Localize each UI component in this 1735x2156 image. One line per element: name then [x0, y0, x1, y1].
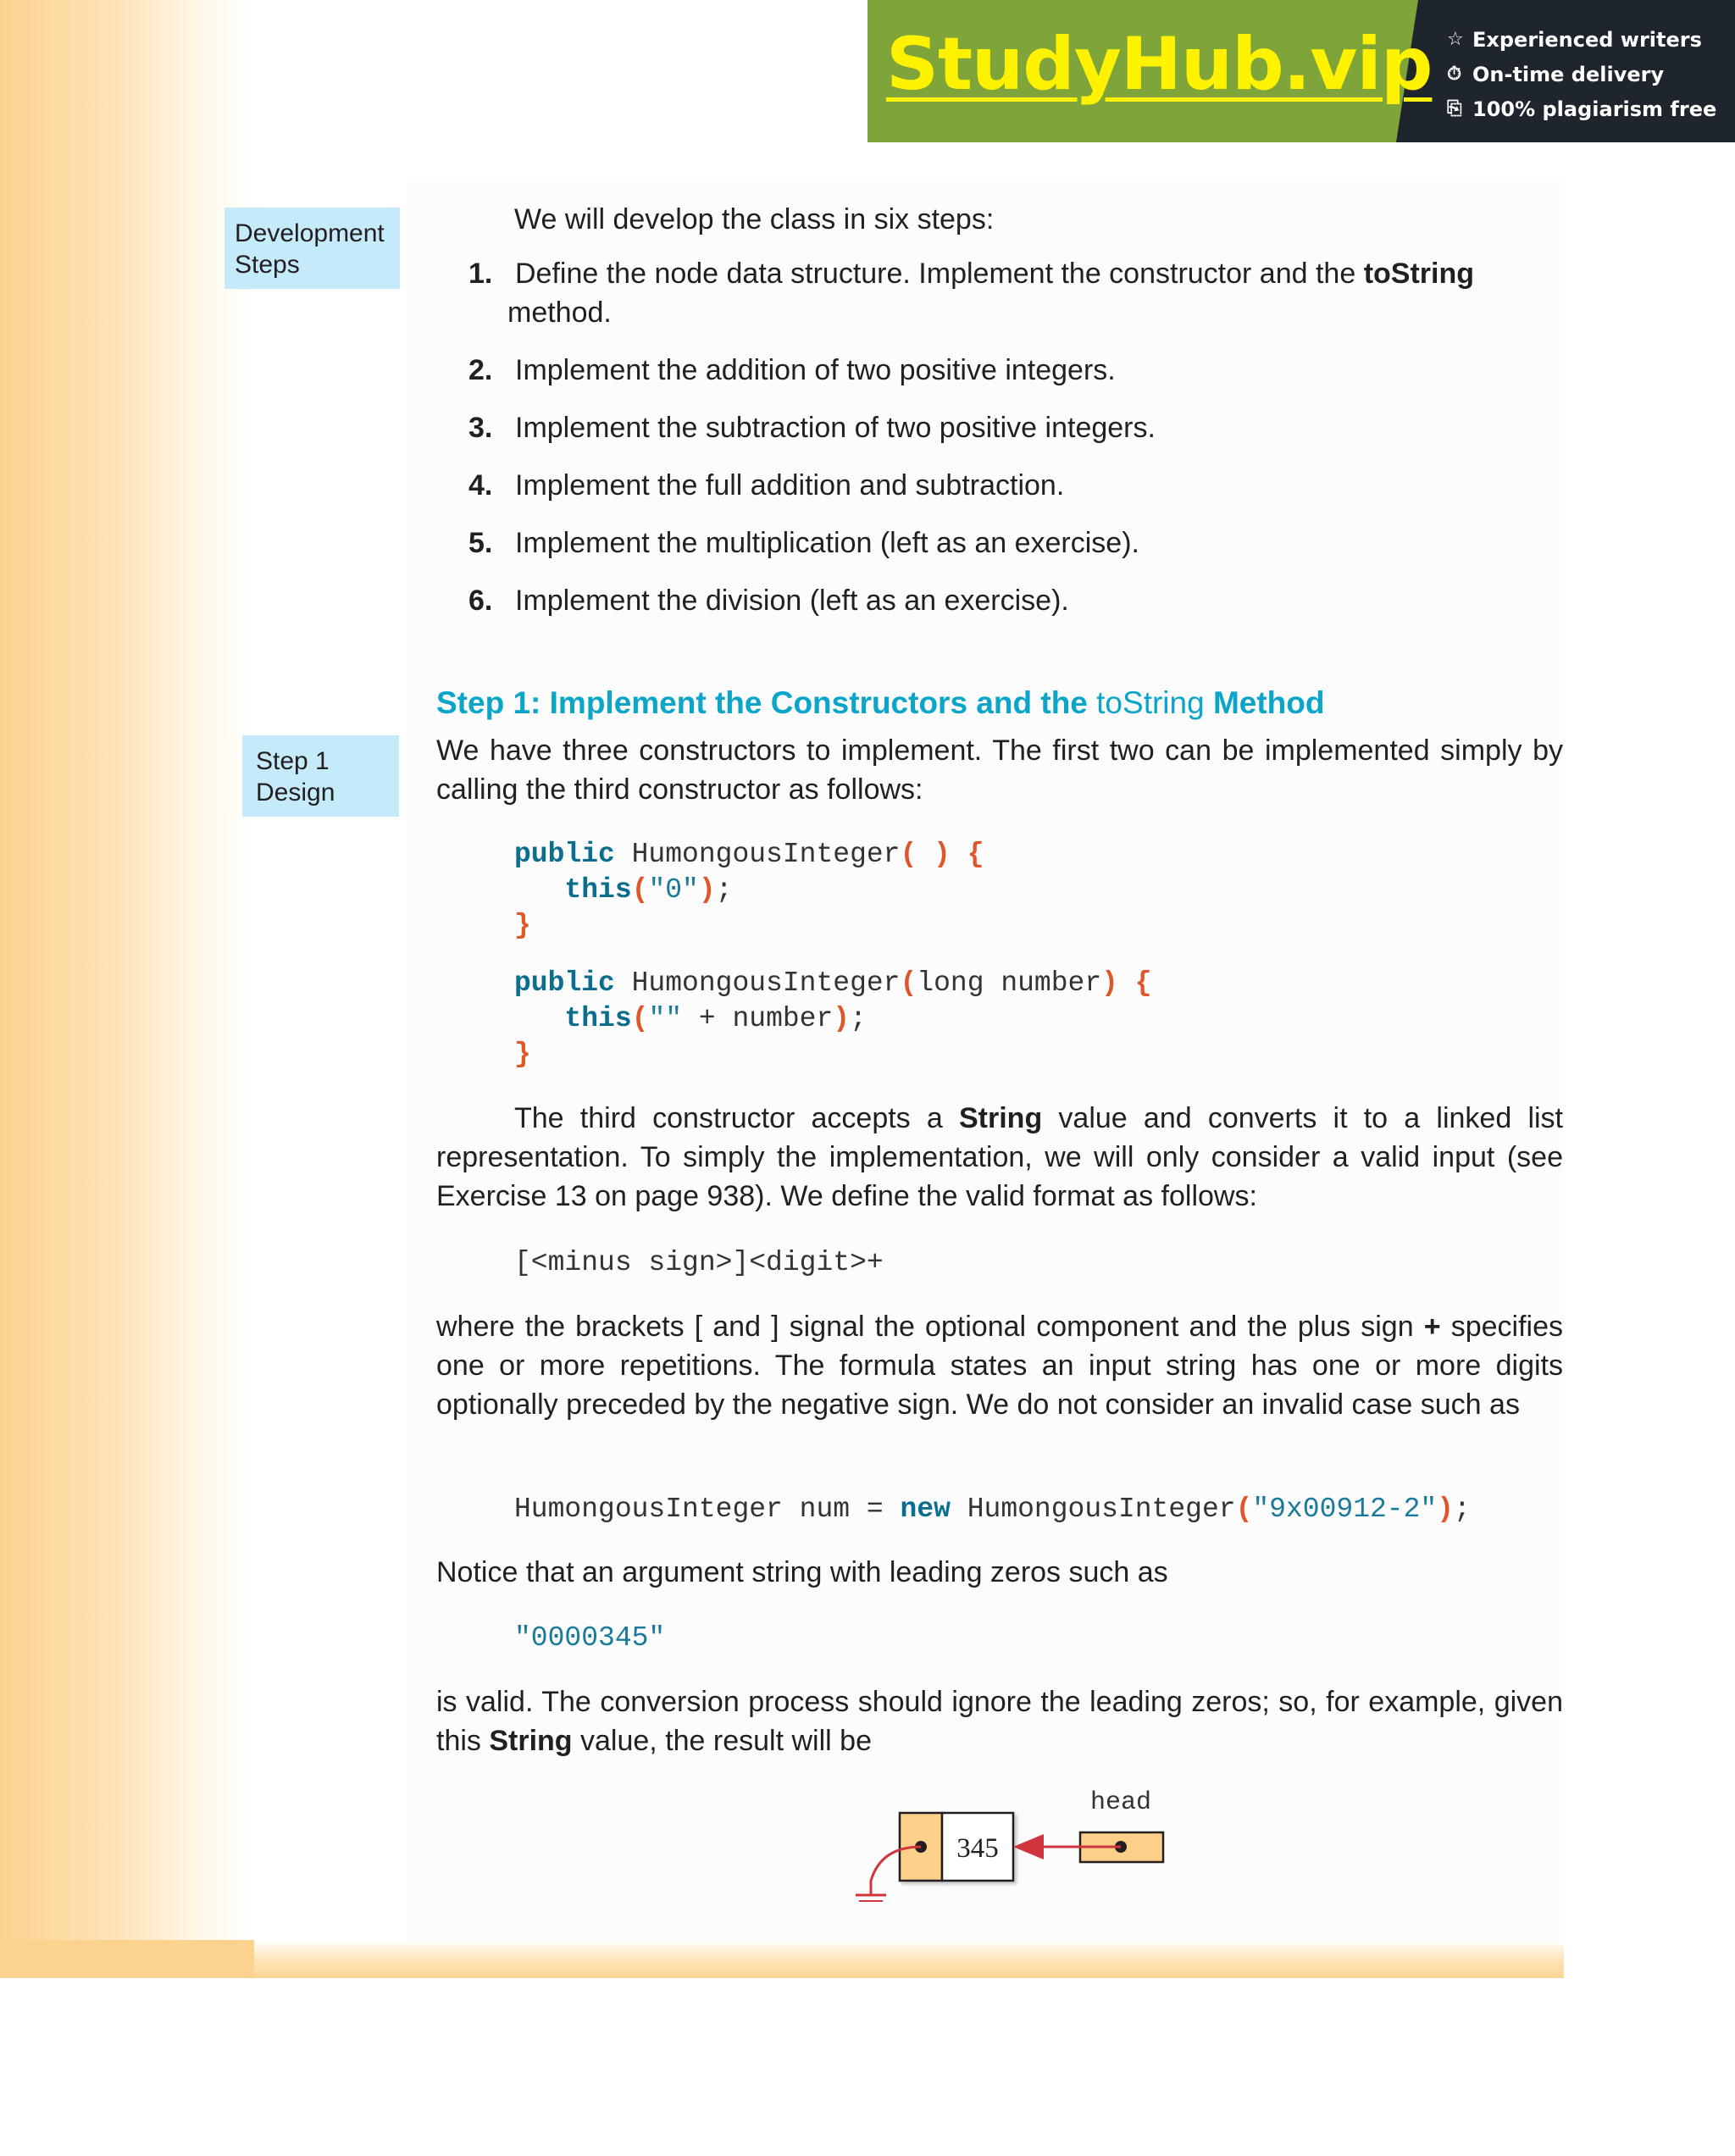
margin-note-line: Design [256, 779, 335, 806]
code-punct: ( [631, 874, 649, 906]
heading-code-term: toString [1096, 685, 1205, 720]
text-part: value and converts it to a linked list representation. To simply the implementation, we will only consider a valid input (see Exercise 13 on page 938). We define the valid format as follows: [436, 1102, 1563, 1212]
step-text: Implement the division (left as an exercise). [515, 585, 1069, 617]
code-block-default-constructor [514, 837, 984, 944]
code-block-long-constructor [514, 966, 1152, 1072]
text-part: is valid. The conversion process should ignore the leading zeros; so, for example, given this [436, 1686, 1563, 1757]
clock-icon: ⏱ [1447, 64, 1462, 85]
banner-feature [1447, 91, 1716, 126]
banner-feature-list [1447, 22, 1716, 126]
code-punct: ( ) [900, 839, 951, 870]
studyhub-logo[interactable]: StudyHub.vip [886, 22, 1433, 107]
code-keyword: public [514, 967, 615, 999]
code-string: "9x00912-2" [1252, 1494, 1438, 1525]
step-text-bold: toString [1363, 258, 1475, 290]
node-value: 345 [956, 1833, 999, 1864]
code-identifier: HumongousInteger [950, 1494, 1236, 1525]
code-keyword: this [564, 1003, 632, 1034]
banner-feature-label: On-time delivery [1472, 62, 1665, 86]
code-line [514, 1037, 1152, 1072]
code-identifier: + number [682, 1003, 834, 1034]
copy-icon: ⎘ [1447, 98, 1462, 119]
steps-list [468, 254, 1570, 639]
margin-note-step1-design [242, 735, 399, 817]
margin-note-line: Steps [235, 251, 300, 279]
code-keyword: new [900, 1494, 951, 1525]
list-item [468, 408, 1570, 466]
list-item [468, 351, 1570, 408]
code-invalid-example [514, 1492, 1471, 1527]
code-identifier: HumongousInteger num = [514, 1494, 901, 1525]
banner-feature-label: 100% plagiarism free [1472, 97, 1717, 121]
paragraph-format-explanation [436, 1307, 1563, 1424]
code-identifier: long number [917, 967, 1102, 999]
list-item [468, 466, 1570, 524]
step-text [507, 254, 1532, 332]
code-punct: ( [1235, 1494, 1253, 1525]
banner-feature-label: Experienced writers [1472, 27, 1702, 52]
paragraph-third-constructor [436, 1099, 1563, 1216]
bottom-decorative-bar [0, 1940, 1564, 1978]
paragraph-leading-zeros: Notice that an argument string with leading zeros such as [436, 1556, 1168, 1588]
step-text-part: Define the node data structure. Implement the constructor and the [515, 258, 1364, 290]
left-decorative-bar [0, 0, 254, 1978]
step-text: Implement the full addition and subtraction. [515, 469, 1065, 502]
intro-text: We will develop the class in six steps: [514, 203, 995, 236]
text-bold: + [1423, 1311, 1441, 1343]
code-punct: ) [1437, 1494, 1455, 1525]
code-identifier: HumongousInteger [614, 967, 901, 999]
list-item [468, 524, 1570, 581]
studyhub-banner[interactable] [868, 0, 1735, 142]
section-heading [436, 682, 1324, 724]
star-icon: ☆ [1447, 29, 1464, 50]
code-keyword: public [514, 839, 615, 870]
code-punct: ; [715, 874, 733, 906]
step-number: 3. [468, 412, 493, 444]
heading-text: Method [1204, 685, 1325, 720]
step-text: Implement the addition of two positive integers. [515, 354, 1116, 386]
linked-list-svg [830, 1787, 1186, 1915]
code-string: "0" [648, 874, 699, 906]
format-line: [<minus sign>]<digit>+ [514, 1247, 884, 1278]
code-keyword: this [564, 874, 632, 906]
code-punct: ) [1101, 967, 1118, 999]
paragraph-conversion [436, 1682, 1563, 1760]
step-text: Implement the subtraction of two positive integers. [515, 412, 1156, 444]
code-punct: ) [833, 1003, 851, 1034]
list-item [468, 254, 1570, 351]
code-punct: ( [631, 1003, 649, 1034]
code-punct: { [1117, 967, 1152, 999]
code-line [514, 837, 984, 873]
code-punct: ; [1454, 1494, 1471, 1525]
code-punct: ( [900, 967, 917, 999]
step-number: 4. [468, 469, 493, 502]
step-number: 2. [468, 354, 493, 386]
code-punct: ) [698, 874, 716, 906]
code-leading-zeros-example: "0000345" [514, 1622, 666, 1654]
margin-note-line: Step 1 [256, 747, 330, 775]
text-part: The third constructor accepts a [514, 1102, 959, 1134]
head-label: head [1089, 1788, 1152, 1817]
text-bold: String [959, 1102, 1043, 1134]
code-identifier: HumongousInteger [614, 839, 901, 870]
text-part: specifies one or more repetitions. The formula states an input string has one or more digits optionally preceded by the negative sign. We do not consider an invalid case such as [436, 1311, 1563, 1421]
paragraph-constructors: We have three constructors to implement. The first two can be implemented simply by calling the third constructor as follows: [436, 734, 1563, 806]
margin-note-line: Development [235, 219, 385, 247]
code-line [514, 966, 1152, 1001]
step-text-part: method. [507, 297, 612, 329]
margin-note-development-steps [224, 208, 400, 289]
text-part: where the brackets [ and ] signal the optional component and the plus sign [436, 1311, 1424, 1343]
linked-list-diagram [830, 1787, 1186, 1915]
text-bold: String [489, 1725, 573, 1757]
code-line [514, 1001, 1152, 1037]
code-line [514, 873, 984, 908]
text-part: value, the result will be [572, 1725, 872, 1757]
list-item [468, 581, 1570, 639]
code-punct: ; [850, 1003, 867, 1034]
code-punct: { [950, 839, 984, 870]
code-punct: } [514, 910, 531, 941]
code-string: "" [648, 1003, 683, 1034]
step-number: 6. [468, 585, 493, 617]
step-number: 1. [468, 258, 493, 290]
step-text: Implement the multiplication (left as an exercise). [515, 527, 1139, 559]
step-number: 5. [468, 527, 493, 559]
banner-feature [1447, 57, 1716, 91]
code-line [514, 908, 984, 944]
banner-feature [1447, 22, 1716, 57]
code-punct: } [514, 1039, 531, 1070]
heading-text: Step 1: Implement the Constructors and the [436, 685, 1097, 720]
